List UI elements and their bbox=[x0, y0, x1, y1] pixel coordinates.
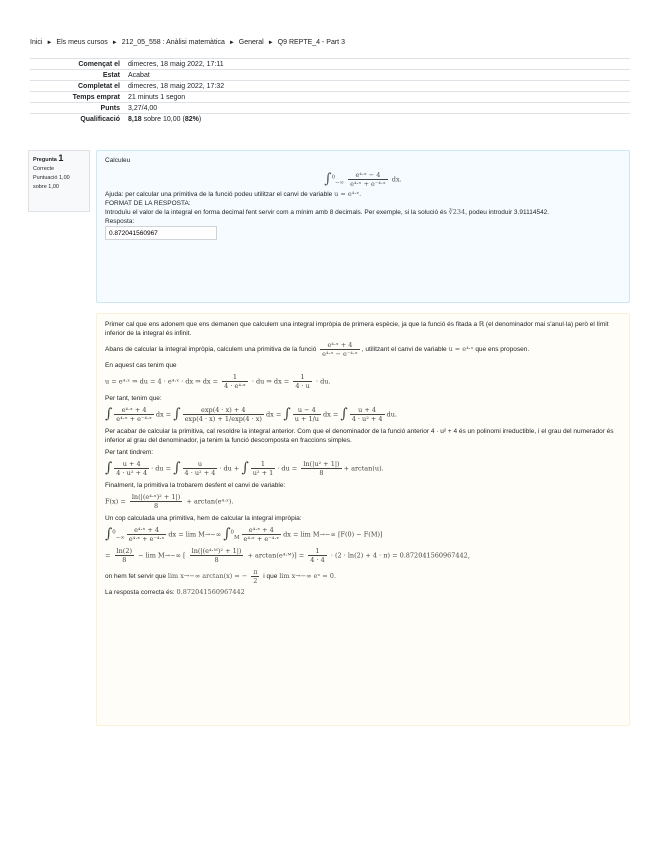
breadcrumb-section[interactable]: General bbox=[238, 39, 264, 46]
question-integral: ∫$^0_{-\infty}$ $\frac{\text{e⁴·ˣ − 4}}{\text{e⁴·ˣ + e⁻⁴·ˣ}}$ dx. bbox=[324, 171, 402, 188]
breadcrumb-separator-icon: ► bbox=[46, 40, 53, 46]
format-heading: FORMAT DE LA RESPOSTA: bbox=[105, 200, 191, 207]
correct-answer-value: 0.872041560967442 bbox=[176, 588, 245, 596]
feedback-paragraph: Per tant, tenim que: bbox=[105, 395, 162, 402]
summary-row-grade bbox=[30, 114, 630, 125]
summary-row-marks bbox=[30, 103, 630, 114]
feedback-paragraph: Abans de calcular la integral impròpia, calculem una primitiva de la funció $\frac{\text{e⁴·ˣ + 4}}{\text{e⁴·ˣ − e⁻⁴·ˣ}}$ , utilitzant el canvi de variable u = e⁴·ˣ que ens proposen. bbox=[105, 341, 530, 358]
question-info bbox=[28, 150, 90, 212]
summary-value: 3,27/4,00 bbox=[128, 104, 158, 112]
summary-row-completed bbox=[30, 81, 630, 92]
question-number: Pregunta 1 bbox=[33, 153, 64, 163]
answer-input[interactable] bbox=[105, 226, 217, 240]
summary-label: Començat el bbox=[78, 60, 120, 68]
breadcrumb-separator-icon: ► bbox=[267, 40, 274, 46]
question-state: Correcte bbox=[33, 166, 55, 172]
summary-label: Punts bbox=[100, 104, 120, 112]
feedback-paragraph: Finalment, la primitiva la trobarem desfent el canvi de variable: bbox=[105, 482, 286, 489]
summary-value: dimecres, 18 maig 2022, 17:11 bbox=[128, 60, 224, 68]
question-formulation bbox=[96, 150, 630, 303]
summary-label: Temps emprat bbox=[72, 93, 120, 101]
summary-row-state bbox=[30, 70, 630, 81]
breadcrumb-course[interactable]: 212_05_558 : Anàlisi matemàtica bbox=[121, 39, 225, 46]
feedback-paragraph: En aquest cas tenim que bbox=[105, 362, 177, 369]
feedback-paragraph: Per tant tindrem: bbox=[105, 449, 154, 456]
summary-row-time-taken bbox=[30, 92, 630, 103]
format-text: Introduïu el valor de la integral en forma decimal fent servir com a mínim amb 8 decimals. Per exemple, si la solució és ∛234, podeu introduir 3.91114542. bbox=[105, 208, 550, 216]
summary-label: Estat bbox=[102, 71, 120, 79]
feedback-paragraph: on hem fet servir que lim x→−∞ arctan(x) = − $\frac{\pi}{2}$ i que lim x→−∞ eˣ = 0. bbox=[105, 568, 337, 585]
integrand-fraction: $\frac{\text{e⁴·ˣ − 4}}{\text{e⁴·ˣ + e⁻⁴·ˣ}}$ bbox=[350, 171, 386, 188]
breadcrumb-my-courses[interactable]: Els meus cursos bbox=[56, 39, 108, 46]
equation-substitution: u = e⁴·ˣ ⇒ du = 4 · e⁴·ˣ · dx ⇒ dx = $\frac{1}{\text{4 · e⁴·ˣ}}$ · du ⇒ dx = $\frac{1}{4 \cdot u}$ · du. bbox=[105, 373, 331, 390]
feedback-paragraph: Un cop calculada una primitiva, hem de calcular la integral impròpia: bbox=[105, 515, 302, 522]
feedback-paragraph: Per acabar de calcular la primitiva, cal resoldre la integral anterior. Com que el denominador de la funció anterior 4 · u² + 4 és un polinomi irreductible, i el grau del numerador és inferior al grau del denominador, ja tenim la funció descomposta en fraccions simples. bbox=[105, 428, 614, 444]
question-prompt: Calculeu bbox=[105, 157, 131, 164]
summary-value: 8,18 sobre 10,00 (82%) bbox=[128, 115, 202, 123]
grade-percent: 82% bbox=[184, 115, 199, 123]
integral-sign-icon: ∫ bbox=[324, 171, 332, 187]
summary-label: Completat el bbox=[77, 82, 120, 90]
breadcrumb-separator-icon: ► bbox=[111, 40, 118, 46]
summary-value: 21 minuts 1 segon bbox=[128, 93, 186, 101]
summary-value: dimecres, 18 maig 2022, 17:32 bbox=[128, 82, 225, 90]
question-hint: Ajuda: per calcular una primitiva de la funció podeu utilitzar el canvi de variable u = e⁴·ˣ. bbox=[105, 190, 362, 198]
breadcrumb-home[interactable]: Inici bbox=[30, 39, 43, 46]
question-grade: Puntuació 1,00 sobre 1,00 bbox=[33, 175, 70, 190]
breadcrumb-quiz[interactable]: Q9 REPTE_4 - Part 3 bbox=[277, 39, 345, 46]
equation-primitive: F(x) = $\frac{\text{ln(|(e⁴·ˣ)² + 1|)}}{8}$ + arctan(e⁴·ˣ). bbox=[105, 493, 234, 510]
attempt-summary-table bbox=[30, 58, 630, 125]
feedback-paragraph: Primer cal que ens adonem que ens demanen que calculem una integral impròpia de primera espècie, ja que la funció és fitada a ℝ (el denominador mai s'anul·la) però el límit inferior de la integral és infinit. bbox=[105, 321, 609, 337]
summary-row-started bbox=[30, 59, 630, 70]
equation-integral-transform: ∫ $\frac{\text{e⁴·ˣ + 4}}{\text{e⁴·ˣ + e⁻⁴·ˣ}}$ dx = ∫ $\frac{\exp(4 \cdot x) + 4}{\exp(4 \cdot x) + 1/\exp(4 \cdot x)}$ dx = ∫ $\frac{u - 4}{u + 1/u}$ dx = ∫ $\frac{u + 4}{\text{4 · u² + 4}}$ du. bbox=[105, 406, 397, 423]
equation-partial-fractions: ∫ $\frac{u + 4}{\text{4 · u² + 4}}$ · du = ∫ $\frac{u}{\text{4 · u² + 4}}$ · du + ∫ $\frac{1}{\text{u² + 1}}$ · du = $\frac{\text{ln(|u² + 1|)}}{8}$ + arctan(u). bbox=[105, 460, 384, 477]
general-feedback bbox=[96, 313, 630, 726]
answer-label: Resposta: bbox=[105, 218, 135, 225]
grade-value: 8,18 bbox=[128, 115, 142, 123]
correct-answer: La resposta correcta és: 0.872041560967442 bbox=[105, 588, 245, 596]
equation-improper-integral: ∫$^0_{-\infty}$ $\frac{\text{e⁴·ˣ + 4}}{\text{e⁴·ˣ + e⁻⁴·ˣ}}$ dx = lim M→−∞ ∫$^0_M$ $\frac{\text{e⁴·ˣ + 4}}{\text{e⁴·ˣ + e⁻⁴·ˣ}}$ dx = lim M→−∞ [F(0) − F(M)] bbox=[105, 526, 383, 543]
equation-result: = $\frac{\ln(2)}{8}$ − lim M→−∞ [ $\frac{\text{ln(|(e⁴·ᴹ)² + 1|)}}{8}$ + arctan(e⁴·ᴹ)] = $\frac{1}{4 \cdot 4}$ · (2 · ln(2) + 4 · π) = 0.872041560967442, bbox=[105, 547, 470, 564]
breadcrumb-separator-icon: ► bbox=[228, 40, 235, 46]
breadcrumb bbox=[30, 39, 345, 46]
summary-value: Acabat bbox=[128, 71, 150, 79]
summary-label: Qualificació bbox=[80, 115, 120, 123]
